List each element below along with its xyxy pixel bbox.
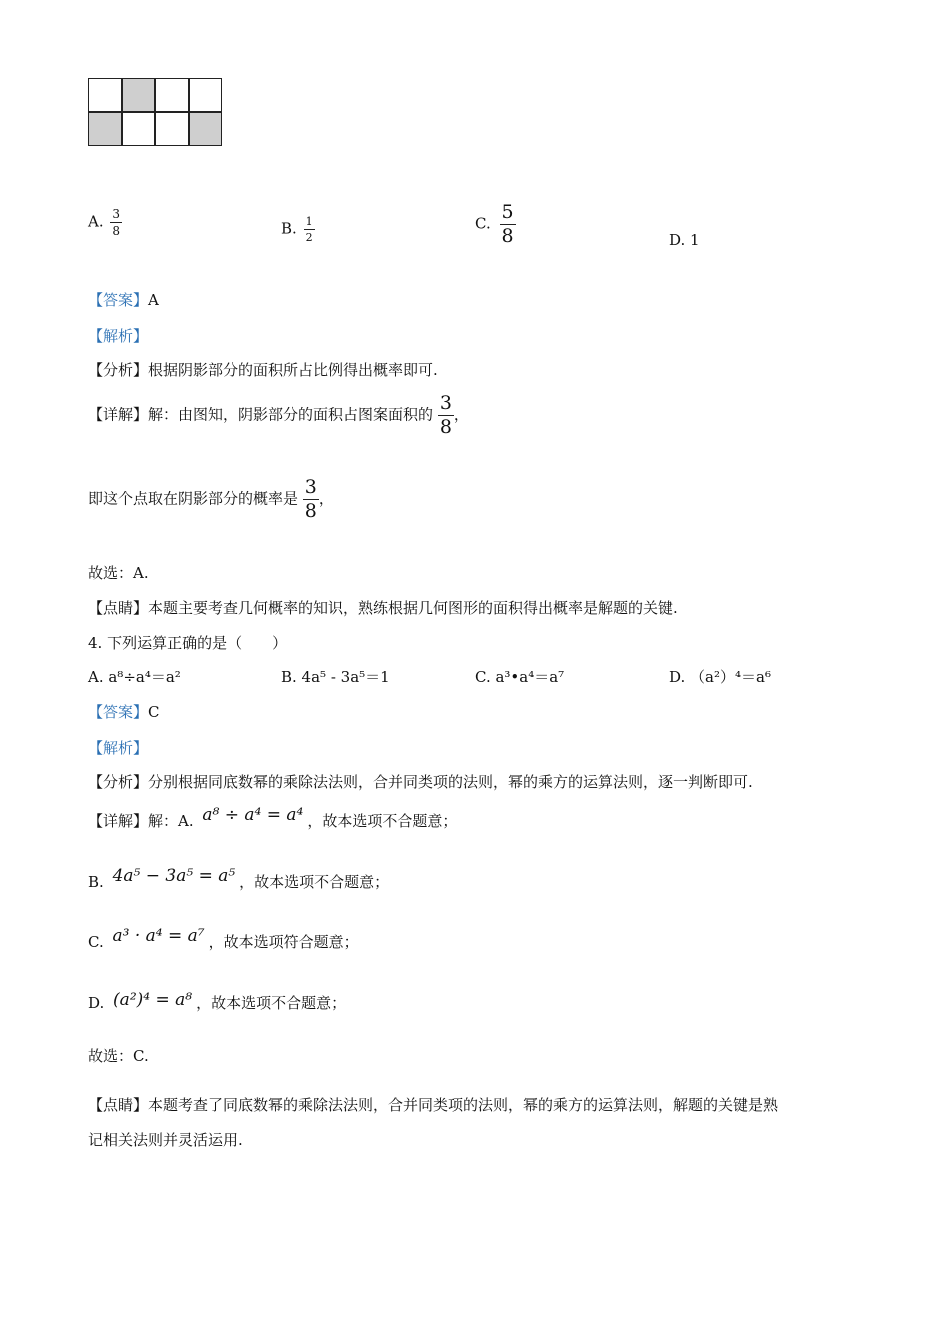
- q4-xiangjie-a: 【详解】解：A. a⁸ ÷ a⁴ = a⁴ ，故本选项不合题意；: [88, 805, 458, 830]
- q3-fenxi: [88, 359, 438, 381]
- option-d-value: 1: [690, 231, 700, 249]
- grid-cell-r2c4-shaded: [189, 112, 223, 146]
- q4-jiexi: [88, 737, 148, 759]
- xiangjie-tag: 【详解】: [88, 812, 149, 830]
- expr-b: 4a⁵ − 3a⁵ = a⁵: [112, 866, 236, 886]
- q4-fenxi: [88, 771, 753, 793]
- dianjing-text: 本题主要考查几何概率的知识，熟练根据几何图形的面积得出概率是解题的关键.: [148, 599, 678, 617]
- q3-option-c: [475, 203, 516, 246]
- expr-d: (a²)⁴ = a⁸: [113, 990, 193, 1010]
- option-d-label: D.: [669, 231, 686, 249]
- grid-cell-r2c3: [155, 112, 189, 146]
- answer-value: C: [148, 703, 160, 721]
- xiangjie-text: 解：由图知，阴影部分的面积占图案面积的: [148, 405, 434, 424]
- q4-option-b: B. 4a⁵ - 3a⁵＝1: [281, 668, 390, 686]
- answer-value: A: [148, 291, 159, 309]
- q4-dianjing: [88, 1094, 778, 1116]
- fenxi-text: 根据阴影部分的面积所占比例得出概率即可.: [148, 361, 438, 379]
- probability-text: 即这个点取在阴影部分的概率是: [88, 489, 299, 508]
- option-a-label: A.: [88, 212, 104, 231]
- q4-xiangjie-b: B. 4a⁵ − 3a⁵ = a⁵ ，故本选项不合题意；: [88, 866, 390, 891]
- fenxi-tag: 【分析】: [88, 773, 149, 791]
- option-b-fraction: $\frac{1}{2}$: [305, 215, 313, 244]
- grid-cell-r1c3: [155, 78, 189, 112]
- grid-cell-r1c1: [88, 78, 122, 112]
- expr-c: a³ · a⁴ = a⁷: [112, 926, 205, 946]
- jiexi-tag: 【解析】: [88, 739, 149, 757]
- q4-option-c: C. a³•a⁴＝a⁷: [475, 668, 565, 686]
- grid-cell-r1c2-shaded: [122, 78, 156, 112]
- probability-fraction: $\frac{3}{8}$: [304, 476, 317, 522]
- probability-grid-figure: [88, 78, 222, 146]
- q4-guxuan: 故选：C.: [88, 1047, 149, 1065]
- dianjing-tag: 【点睛】: [88, 599, 149, 617]
- q3-option-d: [669, 231, 700, 249]
- fenxi-text: 分别根据同底数幂的乘除法法则，合并同类项的法则，幂的乘方的运算法则，逐一判断即可.: [148, 773, 753, 791]
- q4-xiangjie-d: D. (a²)⁴ = a⁸ ，故本选项不合题意；: [88, 990, 347, 1012]
- xiangjie-fraction: $\frac{3}{8}$: [439, 392, 452, 438]
- grid-cell-r2c2: [122, 112, 156, 146]
- fenxi-tag: 【分析】: [88, 361, 149, 379]
- q4-xiangjie-c: C. a³ · a⁴ = a⁷ ，故本选项符合题意；: [88, 926, 359, 951]
- q3-option-b: [281, 216, 315, 243]
- answer-tag: 【答案】: [88, 291, 149, 309]
- q3-option-a: [88, 208, 122, 237]
- expr-a: a⁸ ÷ a⁴ = a⁴: [202, 805, 304, 825]
- q4-answer: [88, 701, 160, 723]
- dianjing-text-1: 本题考查了同底数幂的乘除法法则，合并同类项的法则，幂的乘方的运算法则，解题的关键是熟: [148, 1096, 779, 1114]
- grid-cell-r2c1-shaded: [88, 112, 122, 146]
- dianjing-tag: 【点睛】: [88, 1096, 149, 1114]
- q3-jiexi: [88, 325, 148, 347]
- answer-tag: 【答案】: [88, 703, 149, 721]
- option-c-fraction: $\frac{5}{8}$: [501, 201, 514, 247]
- q3-dianjing: [88, 597, 678, 619]
- option-a-fraction: $\frac{3}{8}$: [112, 207, 121, 238]
- q3-probability-line: 即这个点取在阴影部分的概率是 $\frac{3}{8}$ ，: [88, 476, 334, 522]
- q4-dianjing-cont: 记相关法则并灵活运用.: [88, 1131, 243, 1149]
- q4-option-d: D. （a²）⁴＝a⁶: [669, 668, 771, 686]
- grid-cell-r1c4: [189, 78, 223, 112]
- option-b-label: B.: [281, 219, 297, 238]
- q4-stem: 4. 下列运算正确的是（ ）: [88, 634, 288, 652]
- q3-xiangjie: 【详解】解：由图知，阴影部分的面积占图案面积的 $\frac{3}{8}$ ，: [88, 392, 469, 438]
- option-c-label: C.: [475, 214, 491, 233]
- jiexi-tag: 【解析】: [88, 327, 149, 345]
- xiangjie-tag: 【详解】: [88, 405, 149, 424]
- q4-option-a: A. a⁸÷a⁴＝a²: [88, 668, 181, 686]
- q3-answer: [88, 289, 159, 311]
- q3-guxuan: 故选：A.: [88, 564, 149, 582]
